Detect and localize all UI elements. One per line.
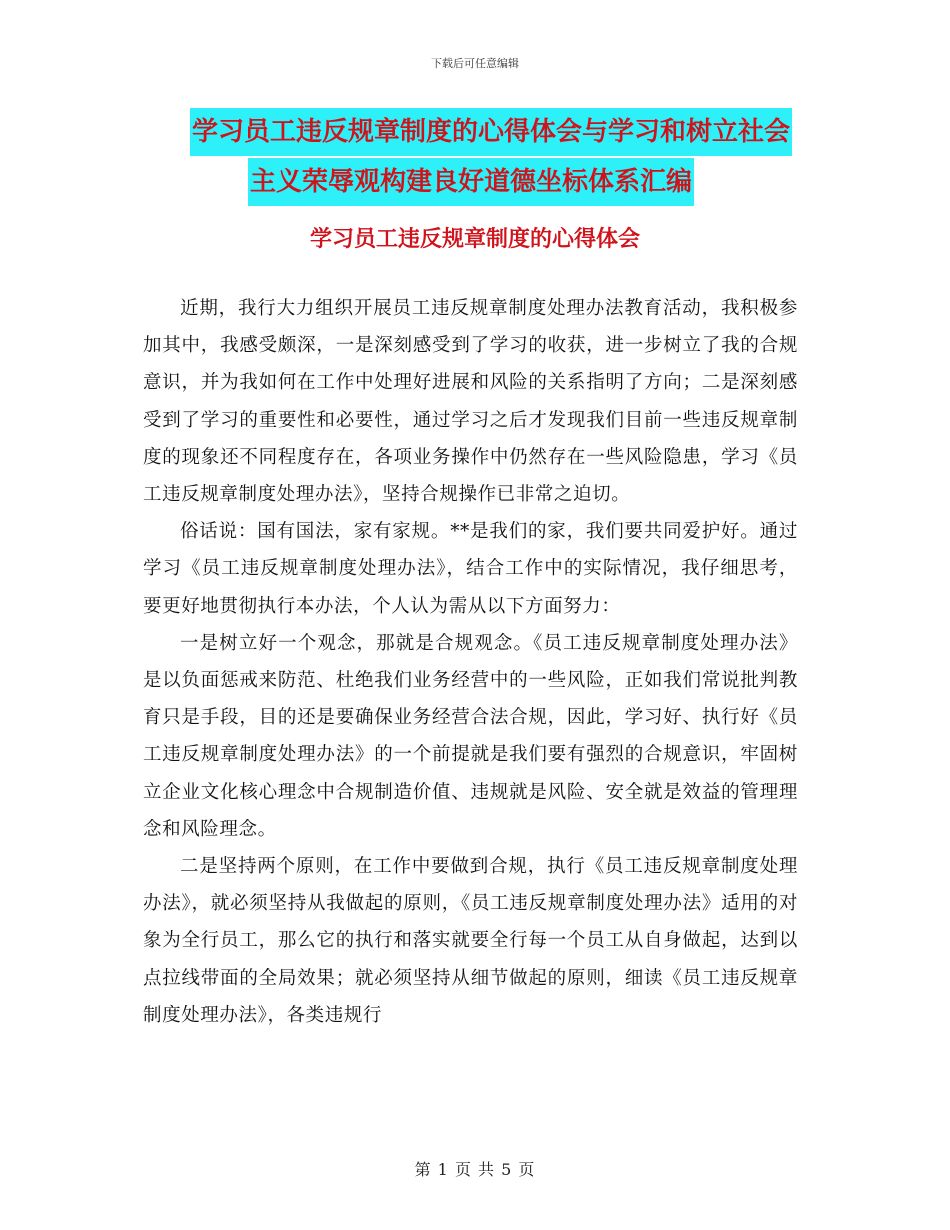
paragraph: 俗话说：国有国法，家有家规。**是我们的家，我们要共同爱护好。通过学习《员工违反规章制度处理办法》，结合工作中的实际情况，我仔细思考，要更好地贯彻执行本办法，个人认为需从以下方面努力： [143, 521, 798, 617]
paragraph: 二是坚持两个原则，在工作中要做到合规，执行《员工违反规章制度处理办法》，就必须坚持从我做起的原则，《员工违反规章制度处理办法》适用的对象为全行员工，那么它的执行和落实就要全行每一个员工从自身做起，达到以点拉线带面的全局效果；就必须坚持从细节做起的原则，细读《员工违反规章制度处理办法》，各类违规行 [143, 856, 798, 1026]
paragraph: 一是树立好一个观念，那就是合规观念。《员工违反规章制度处理办法》是以负面惩戒来防范、杜绝我们业务经营中的一些风险，正如我们常说批判教育只是手段，目的还是要确保业务经营合法合规，因此，学习好、执行好《员工违反规章制度处理办法》的一个前提就是我们要有强烈的合规意识，牢固树立企业文化核心理念中合规制造价值、违规就是风险、安全就是效益的管理理念和风险理念。 [143, 632, 798, 840]
title-line-2: 主义荣辱观构建良好道德坐标体系汇编 [248, 158, 694, 206]
document-title [190, 108, 810, 206]
document-body [143, 290, 798, 1034]
header-note: 下载后可任意编辑 [431, 57, 519, 70]
title-line-1: 学习员工违反规章制度的心得体会与学习和树立社会 [190, 108, 792, 156]
page-number: 第 1 页 共 5 页 [414, 1160, 536, 1179]
section-title: 学习员工违反规章制度的心得体会 [309, 227, 640, 252]
paragraph: 近期，我行大力组织开展员工违反规章制度处理办法教育活动，我积极参加其中，我感受颇深，一是深刻感受到了学习的收获，进一步树立了我的合规意识，并为我如何在工作中处理好进展和风险的关系指明了方向；二是深刻感受到了学习的重要性和必要性，通过学习之后才发现我们目前一些违反规章制度的现象还不同程度存在，各项业务操作中仍然存在一些风险隐患，学习《员工违反规章制度处理办法》，坚持合规操作已非常之迫切。 [143, 298, 798, 506]
